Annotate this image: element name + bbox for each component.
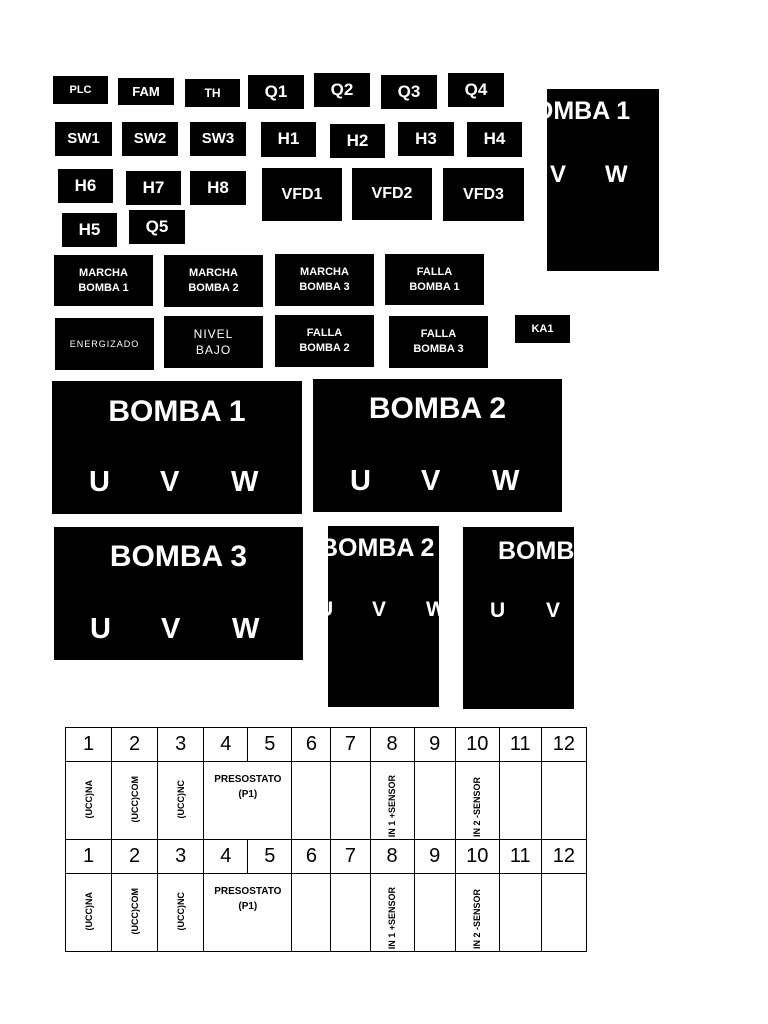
terminal-description-row	[66, 874, 587, 952]
label-h4: H4	[467, 122, 522, 157]
motor-title: BOMBA 1	[515, 97, 631, 125]
label-vfd2: VFD2	[352, 168, 432, 220]
terminal-number: 5	[248, 840, 292, 874]
phase-w: W	[231, 466, 259, 498]
terminal-desc-6	[292, 874, 331, 952]
terminal-desc-11	[499, 874, 541, 952]
motor-label-narrow-a	[318, 526, 446, 707]
phase-v: V	[550, 161, 567, 188]
terminal-number: 2	[112, 728, 158, 762]
label-q1: Q1	[248, 75, 304, 109]
phase-v: V	[421, 465, 441, 497]
phase-u: U	[490, 599, 506, 622]
terminal-desc-presostato: PRESOSTATO (P1)	[204, 874, 292, 952]
terminal-number-row	[66, 840, 587, 874]
motor-label-bomba-1	[52, 381, 302, 514]
motor-title: BOMBA 2	[320, 534, 435, 562]
label-h7: H7	[126, 171, 181, 205]
terminal-desc-10: IN 2 -SENSOR	[455, 874, 499, 952]
label-q4: Q4	[448, 73, 504, 107]
motor-title: BOMBA 3	[498, 537, 613, 565]
terminal-number: 5	[248, 728, 292, 762]
motor-label-bomba-2	[313, 379, 562, 512]
label-vfd1: VFD1	[262, 168, 342, 221]
terminal-desc-2: (UCC)COM	[112, 762, 158, 840]
label-ka1: KA1	[515, 315, 570, 343]
phase-v: V	[546, 599, 561, 622]
terminal-desc-8: IN 1 +SENSOR	[370, 762, 414, 840]
phase-u: U	[350, 465, 371, 497]
label-sw3: SW3	[190, 122, 246, 156]
terminal-number: 10	[455, 728, 499, 762]
phase-u: U	[318, 598, 334, 621]
terminal-number: 2	[112, 840, 158, 874]
terminal-desc-9	[414, 762, 455, 840]
motor-label-bomba-3	[54, 527, 303, 660]
terminal-strip-table	[65, 727, 587, 952]
label-h2: H2	[330, 124, 385, 158]
label-falla-bomba-3: FALLA BOMBA 3	[389, 316, 488, 368]
phase-w: W	[492, 465, 520, 497]
terminal-number: 6	[292, 840, 331, 874]
terminal-desc-9	[414, 874, 455, 952]
phase-w: W	[232, 613, 260, 645]
terminal-number: 6	[292, 728, 331, 762]
terminal-number: 4	[204, 840, 248, 874]
label-marcha-bomba-1: MARCHA BOMBA 1	[54, 255, 153, 306]
motor-title: BOMBA 2	[368, 392, 507, 425]
terminal-desc-12	[541, 874, 586, 952]
terminal-desc-6	[292, 762, 331, 840]
terminal-number: 1	[66, 840, 112, 874]
phase-u: U	[89, 466, 110, 498]
label-vfd3: VFD3	[443, 168, 524, 221]
label-q3: Q3	[381, 75, 437, 109]
terminal-desc-3: (UCC)NC	[158, 762, 204, 840]
phase-w: W	[605, 161, 628, 188]
terminal-number: 1	[66, 728, 112, 762]
terminal-desc-1: (UCC)NA	[66, 762, 112, 840]
label-h8: H8	[190, 171, 246, 205]
label-h5: H5	[62, 213, 117, 247]
label-h6: H6	[58, 169, 113, 203]
terminal-number: 3	[158, 840, 204, 874]
terminal-desc-1: (UCC)NA	[66, 874, 112, 952]
label-energizado: ENERGIZADO	[55, 318, 154, 370]
label-marcha-bomba-2: MARCHA BOMBA 2	[164, 255, 263, 307]
label-q5: Q5	[129, 210, 185, 244]
terminal-number: 11	[499, 728, 541, 762]
terminal-description-row	[66, 762, 587, 840]
terminal-number: 9	[414, 728, 455, 762]
terminal-desc-7	[331, 762, 370, 840]
label-falla-bomba-1: FALLA BOMBA 1	[385, 254, 484, 305]
terminal-number: 12	[541, 840, 586, 874]
terminal-desc-3: (UCC)NC	[158, 874, 204, 952]
terminal-number: 7	[331, 728, 370, 762]
terminal-number: 10	[455, 840, 499, 874]
phase-v: V	[160, 466, 180, 498]
motor-title: BOMBA 3	[109, 540, 248, 573]
terminal-desc-11	[499, 762, 541, 840]
label-th: TH	[185, 79, 240, 107]
terminal-number-row	[66, 728, 587, 762]
label-marcha-bomba-3: MARCHA BOMBA 3	[275, 254, 374, 306]
label-h1: H1	[261, 122, 316, 157]
phase-v: V	[161, 613, 181, 645]
terminal-desc-7	[331, 874, 370, 952]
terminal-number: 3	[158, 728, 204, 762]
phase-w: W	[426, 598, 446, 621]
label-h3: H3	[398, 122, 454, 156]
label-nivel-bajo: NIVEL BAJO	[164, 316, 263, 368]
label-falla-bomba-2: FALLA BOMBA 2	[275, 315, 374, 367]
terminal-number: 4	[204, 728, 248, 762]
motor-label-narrow-b	[463, 527, 613, 709]
terminal-number: 8	[370, 840, 414, 874]
terminal-number: 9	[414, 840, 455, 874]
terminal-desc-12	[541, 762, 586, 840]
terminal-desc-10: IN 2 -SENSOR	[455, 762, 499, 840]
label-sw2: SW2	[122, 122, 178, 156]
terminal-number: 11	[499, 840, 541, 874]
terminal-desc-2: (UCC)COM	[112, 874, 158, 952]
label-sw1: SW1	[55, 122, 112, 156]
terminal-number: 12	[541, 728, 586, 762]
motor-title: BOMBA 1	[108, 395, 246, 428]
label-q2: Q2	[314, 73, 370, 107]
phase-v: V	[372, 598, 387, 621]
terminal-number: 8	[370, 728, 414, 762]
terminal-number: 7	[331, 840, 370, 874]
motor-label-right-top	[515, 89, 659, 271]
label-plc: PLC	[53, 76, 108, 104]
label-fam: FAM	[118, 78, 174, 105]
terminal-desc-8: IN 1 +SENSOR	[370, 874, 414, 952]
phase-u: U	[90, 613, 111, 645]
terminal-desc-presostato: PRESOSTATO (P1)	[204, 762, 292, 840]
